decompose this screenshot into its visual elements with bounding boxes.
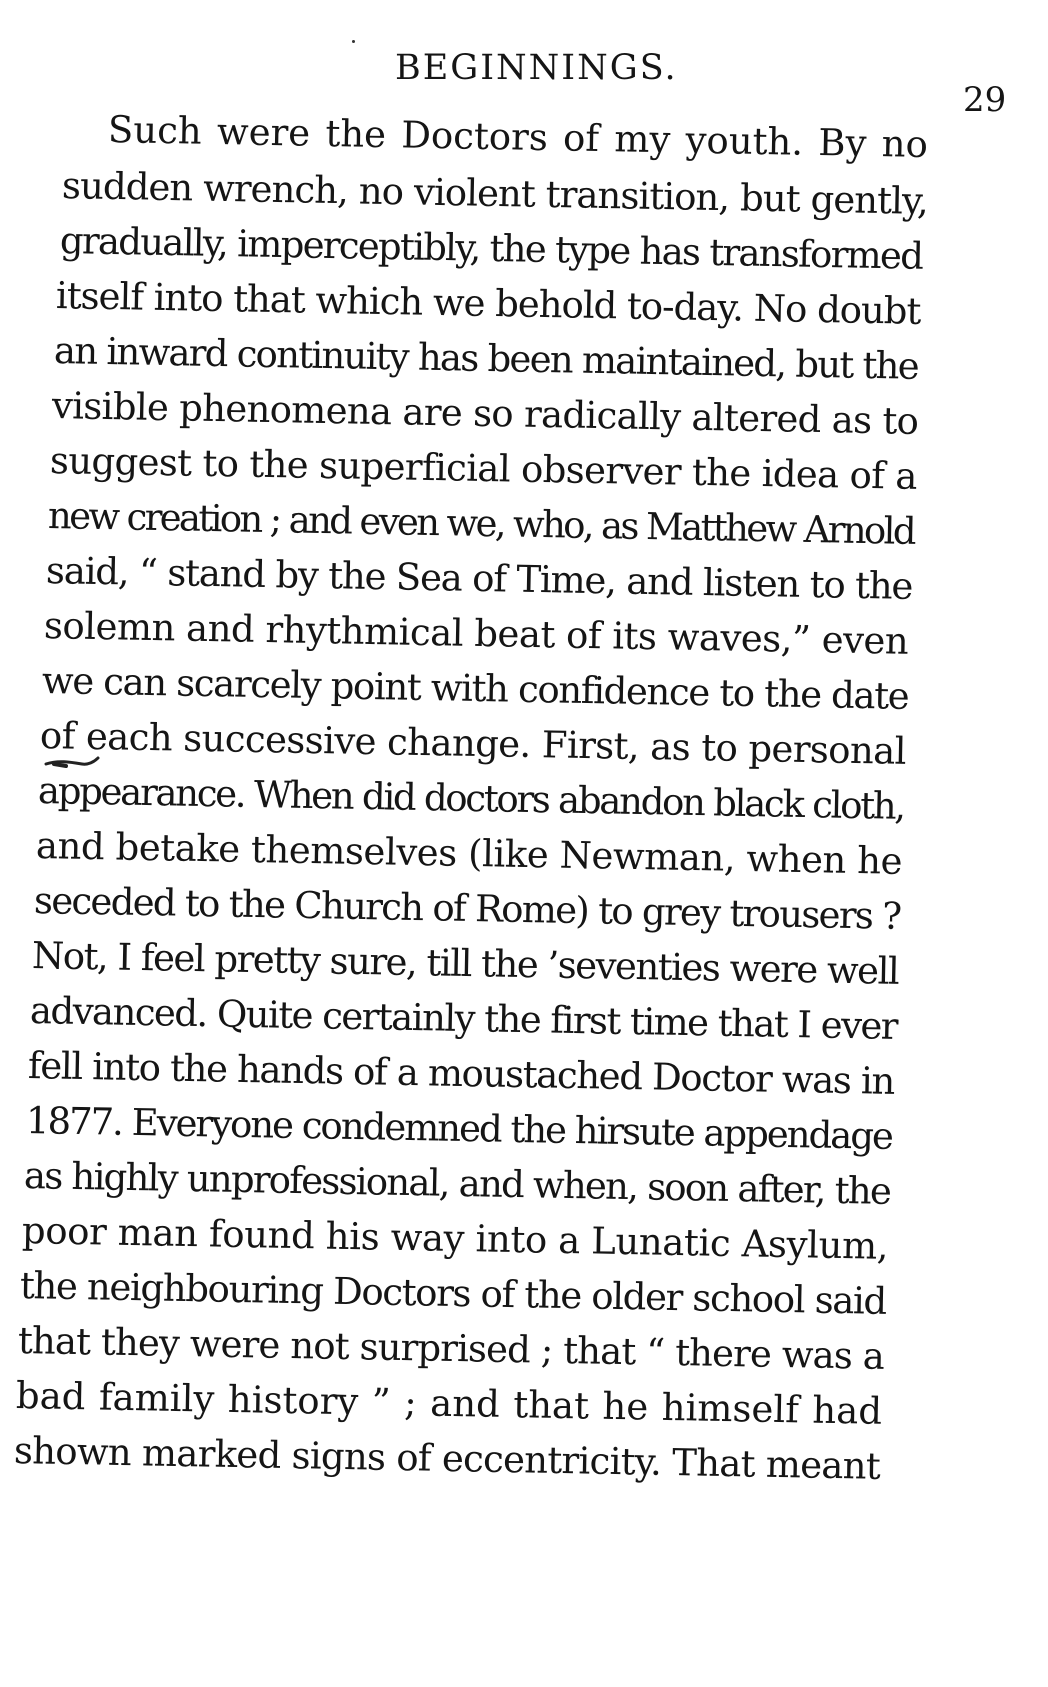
text-line: we can scarcely point with confidence to the date — [41, 659, 909, 718]
text-line: fell into the hands of a moustached Doctor was in — [27, 1044, 895, 1103]
text-line: appearance. When did doctors abandon black cloth, — [37, 769, 905, 828]
pen-mark-icon — [44, 752, 100, 772]
text-line: the neighbouring Doctors of the older school said — [19, 1264, 887, 1323]
text-line: sudden wrench, no violent transition, but gently, — [61, 164, 929, 223]
text-line: as highly unprofessional, and when, soon after, the — [23, 1154, 891, 1213]
text-line: 1877. Everyone condemned the hirsute appendage — [25, 1099, 893, 1158]
text-line: gradually, imperceptibly, the type has transformed — [59, 219, 923, 278]
text-line: and betake themselves (like Newman, when he — [35, 824, 903, 883]
text-line: seceded to the Church of Rome) to grey trousers ? — [33, 879, 901, 938]
text-line: solemn and rhythmical beat of its waves,” even — [43, 604, 909, 663]
text-line: Such were the Doctors of my youth. By no — [107, 108, 929, 167]
text-line: poor man found his way into a Lunatic Asylum, — [21, 1209, 889, 1268]
text-line: that they were not surprised ; that “ there was a — [17, 1319, 885, 1378]
text-line: advanced. Quite certainly the first time that I ever — [29, 989, 898, 1048]
text-line: Not, I feel pretty sure, till the ’seventies were well — [31, 934, 899, 993]
text-line: said, “ stand by the Sea of Time, and listen to the — [45, 549, 913, 608]
text-line: new creation ; and even we, who, as Matthew Arnold — [47, 494, 915, 553]
text-line: shown marked signs of eccentricity. That meant — [13, 1429, 881, 1488]
running-title: BEGINNINGS. — [395, 48, 678, 88]
text-line: of each successive change. First, as to personal — [39, 714, 907, 773]
text-line: itself into that which we behold to-day. No doubt — [55, 274, 921, 333]
text-line: an inward continuity has been maintained, but the — [53, 329, 919, 388]
text-line: visible phenomena are so radically altered as to — [51, 384, 919, 443]
page-number: 29 — [963, 80, 1007, 120]
text-line: bad family history ” ; and that he himself had — [15, 1374, 883, 1433]
text-line: suggest to the superficial observer the idea of a — [49, 439, 918, 498]
